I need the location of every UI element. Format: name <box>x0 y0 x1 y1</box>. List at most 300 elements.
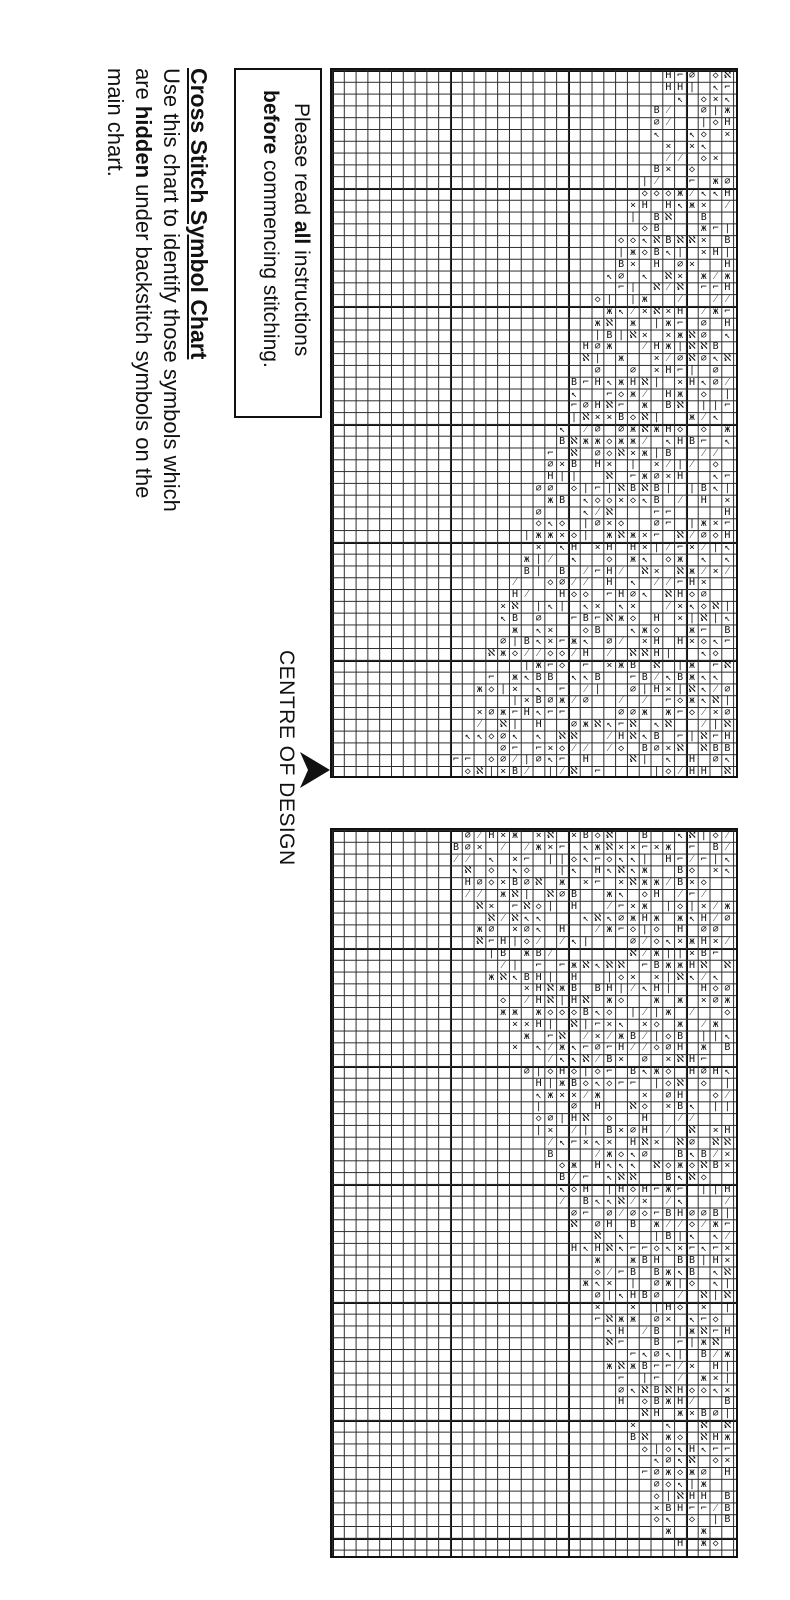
stitch-symbol: × <box>641 542 648 553</box>
stitch-symbol: H <box>677 1042 684 1054</box>
stitch-symbol: ж <box>700 1526 707 1538</box>
stitch-symbol: | <box>535 1066 542 1077</box>
stitch-symbol: ⁄ <box>667 1125 670 1136</box>
stitch-symbol: ⌐ <box>700 1313 707 1325</box>
stitch-symbol: H <box>488 830 495 841</box>
stitch-symbol: ◇ <box>653 1018 660 1030</box>
stitch-symbol: ↖ <box>677 1455 684 1467</box>
stitch-symbol: ⌐ <box>594 612 601 624</box>
stitch-symbol: ↖ <box>535 924 542 936</box>
stitch-symbol: H <box>677 1384 684 1396</box>
stitch-symbol: | <box>700 1030 707 1042</box>
stitch-symbol: ж <box>724 1431 731 1443</box>
stitch-symbol: ∅ <box>677 258 684 270</box>
stitch-symbol: B <box>677 877 684 889</box>
stitch-symbol: ↖ <box>559 1184 566 1195</box>
stitch-symbol: × <box>511 924 519 936</box>
stitch-symbol: B <box>629 1431 637 1443</box>
stitch-symbol: ж <box>629 912 637 924</box>
stitch-symbol: × <box>712 93 719 105</box>
stitch-symbol: ∅ <box>688 1207 696 1219</box>
stitch-symbol: ∅ <box>700 1066 707 1077</box>
stitch-symbol: H <box>665 365 672 376</box>
stitch-symbol: | <box>547 853 554 865</box>
stitch-symbol: ж <box>724 900 731 912</box>
stitch-symbol: × <box>511 853 519 865</box>
stitch-symbol: B <box>500 948 507 959</box>
stitch-symbol: ⌐ <box>629 1349 637 1361</box>
stitch-symbol: ↖ <box>700 1243 707 1254</box>
stitch-symbol: ж <box>629 1254 637 1266</box>
stitch-symbol: ж <box>511 830 519 841</box>
stitch-symbol: B <box>641 1361 648 1372</box>
stitch-symbol: B <box>724 1042 731 1054</box>
stitch-symbol: ℵ <box>546 830 555 841</box>
stitch-symbol: ℵ <box>605 317 614 329</box>
stitch-symbol: | <box>535 1101 542 1113</box>
stitch-symbol: ◇ <box>665 1443 672 1455</box>
stitch-symbol: ⁄ <box>620 636 623 648</box>
stitch-symbol: ⁄ <box>702 1219 705 1231</box>
stitch-symbol: B <box>653 730 660 742</box>
stitch-symbol: ж <box>688 695 696 707</box>
stitch-symbol: ⌐ <box>641 1243 648 1254</box>
stitch-symbol: ⁄ <box>584 577 587 589</box>
stitch-symbol: ∅ <box>618 270 625 282</box>
stitch-symbol: ℵ <box>676 282 684 294</box>
stitch-symbol: B <box>724 1502 731 1514</box>
stitch-symbol: ⌐ <box>677 1184 684 1195</box>
stitch-symbol: ⁄ <box>714 1349 717 1361</box>
stitch-symbol: × <box>724 1455 731 1467</box>
stitch-symbol: × <box>641 1195 648 1207</box>
stitch-symbol: × <box>629 447 637 459</box>
stitch-symbol: ж <box>629 530 637 542</box>
stitch-symbol: × <box>677 1243 684 1254</box>
stitch-symbol: ж <box>523 553 530 565</box>
stitch-symbol: ◇ <box>629 412 637 424</box>
stitch-symbol: ⁄ <box>714 270 717 282</box>
stitch-symbol: × <box>688 140 696 152</box>
stitch-symbol: ↖ <box>665 1420 672 1431</box>
stitch-symbol: ↖ <box>535 683 542 695</box>
stitch-symbol: ◇ <box>688 1514 696 1526</box>
stitch-symbol: H <box>688 1490 696 1502</box>
stitch-symbol: ⌐ <box>665 695 672 707</box>
stitch-symbol: B <box>665 1502 672 1514</box>
stitch-symbol: ⌐ <box>582 376 589 388</box>
stitch-symbol: ◇ <box>488 877 495 889</box>
stitch-symbol: ℵ <box>641 565 649 577</box>
stitch-symbol: ◇ <box>700 152 707 164</box>
stitch-symbol: ⁄ <box>525 995 528 1007</box>
stitch-symbol: × <box>724 1243 731 1254</box>
stitch-symbol: ∅ <box>535 612 542 624</box>
stitch-symbol: ↖ <box>641 270 648 282</box>
stitch-symbol: ℵ <box>676 400 684 412</box>
stitch-symbol: ◇ <box>641 247 648 258</box>
stitch-symbol: ◇ <box>629 235 637 247</box>
stitch-symbol: ℵ <box>629 754 637 766</box>
stitch-symbol: ℵ <box>605 471 614 483</box>
stitch-symbol: H <box>724 1467 731 1479</box>
stitch-symbol: | <box>594 353 601 365</box>
stitch-symbol: ∅ <box>712 365 719 376</box>
stitch-symbol: ↖ <box>724 542 731 553</box>
stitch-symbol: ◇ <box>535 518 542 530</box>
stitch-symbol: ↖ <box>712 1266 719 1278</box>
stitch-symbol: | <box>523 530 530 542</box>
stitch-symbol: ⁄ <box>691 1113 693 1125</box>
stitch-symbol: ⌐ <box>464 754 471 766</box>
stitch-symbol: H <box>582 648 589 660</box>
stitch-symbol: ⁄ <box>667 282 670 294</box>
stitch-symbol: ж <box>653 912 660 924</box>
stitch-symbol: ж <box>606 1148 613 1160</box>
stitch-symbol: ⁄ <box>714 1502 717 1514</box>
stitch-symbol: ↖ <box>547 754 554 766</box>
stitch-symbol: ∅ <box>523 924 530 936</box>
stitch-symbol: ↖ <box>665 754 672 766</box>
stitch-symbol: ◇ <box>641 1207 648 1219</box>
stitch-symbol: ⌐ <box>606 388 613 400</box>
stitch-symbol: ж <box>665 1526 672 1538</box>
stitch-symbol: | <box>629 282 637 294</box>
stitch-symbol: ⌐ <box>677 70 684 81</box>
stitch-symbol: ℵ <box>629 730 637 742</box>
stitch-symbol: × <box>547 742 554 754</box>
stitch-symbol: ∅ <box>629 936 637 948</box>
stitch-symbol: ⌐ <box>724 81 731 93</box>
stitch-symbol: ↖ <box>712 353 719 365</box>
stitch-symbol: ⌐ <box>677 577 684 589</box>
stitch-symbol: ↖ <box>700 376 707 388</box>
stitch-symbol: | <box>724 1408 731 1420</box>
stitch-symbol: ↖ <box>476 730 483 742</box>
stitch-symbol: ∅ <box>618 707 625 719</box>
stitch-symbol: ◇ <box>618 235 625 247</box>
stitch-symbol: ◇ <box>488 683 495 695</box>
stitch-symbol: ℵ <box>534 877 543 889</box>
stitch-symbol: | <box>712 1290 719 1302</box>
stitch-symbol: H <box>582 341 589 353</box>
stitch-symbol: ж <box>500 648 507 660</box>
stitch-symbol: ⌐ <box>594 853 601 865</box>
stitch-symbol: × <box>677 376 684 388</box>
stitch-symbol: ℵ <box>582 353 590 365</box>
stitch-symbol: | <box>653 1007 660 1018</box>
stitch-symbol: ∅ <box>629 589 637 601</box>
stitch-symbol: × <box>712 865 719 877</box>
stitch-symbol: ⁄ <box>643 341 646 353</box>
stitch-symbol: ℵ <box>664 589 673 601</box>
stitch-symbol: ℵ <box>723 766 732 778</box>
stitch-symbol: | <box>559 865 566 877</box>
stitch-symbol: B <box>712 1160 719 1172</box>
stitch-symbol: ◇ <box>641 223 648 235</box>
stitch-symbol: ◇ <box>488 865 495 877</box>
stitch-symbol: ◇ <box>535 1113 542 1125</box>
stitch-symbol: × <box>700 995 707 1007</box>
stitch-symbol: × <box>653 1136 660 1148</box>
stitch-symbol: × <box>665 471 672 483</box>
stitch-symbol: ℵ <box>723 1420 732 1431</box>
stitch-symbol: H <box>606 983 613 995</box>
stitch-symbol: ⌐ <box>677 317 684 329</box>
stitch-symbol: H <box>724 317 731 329</box>
stitch-symbol: | <box>688 900 696 912</box>
stitch-symbol: ⌐ <box>724 471 731 483</box>
stitch-symbol: ⌐ <box>488 936 495 948</box>
stitch-symbol: ⁄ <box>596 1148 599 1160</box>
stitch-symbol: | <box>641 176 648 188</box>
stitch-symbol: ↖ <box>535 1042 542 1054</box>
stitch-symbol: H <box>629 542 637 553</box>
stitch-symbol: ↖ <box>641 235 648 247</box>
stitch-symbol: H <box>582 1184 589 1195</box>
stitch-symbol: ℵ <box>700 742 708 754</box>
stitch-symbol: ⁄ <box>632 306 634 317</box>
stitch-symbol: ℵ <box>570 730 578 742</box>
stitch-symbol: | <box>665 483 672 494</box>
stitch-symbol: ℵ <box>641 1136 649 1148</box>
stitch-symbol: ⁄ <box>726 294 729 306</box>
stitch-symbol: ж <box>582 1278 589 1290</box>
stitch-symbol: H <box>618 730 625 742</box>
stitch-symbol: H <box>712 247 719 258</box>
stitch-symbol: ◇ <box>618 742 625 754</box>
stitch-symbol: ж <box>606 1361 613 1372</box>
stitch-symbol: | <box>488 766 495 778</box>
stitch-symbol: ∅ <box>712 754 719 766</box>
stitch-symbol: H <box>677 435 684 447</box>
stitch-symbol: ⌐ <box>618 900 625 912</box>
stitch-symbol: B <box>594 671 601 683</box>
stitch-symbol: ℵ <box>676 1490 684 1502</box>
stitch-symbol: ℵ <box>652 660 661 671</box>
stitch-symbol: ℵ <box>582 959 590 971</box>
stitch-symbol: ◇ <box>653 924 660 936</box>
stitch-symbol: | <box>688 1479 696 1490</box>
stitch-symbol: H <box>724 282 731 294</box>
stitch-symbol: ⁄ <box>632 1195 634 1207</box>
stitch-symbol: ∅ <box>547 483 554 494</box>
stitch-symbol: ↖ <box>724 853 731 865</box>
stitch-symbol: ↖ <box>677 1443 684 1455</box>
stitch-symbol: H <box>653 1408 660 1420</box>
stitch-symbol: ↖ <box>594 1278 601 1290</box>
stitch-symbol: ℵ <box>605 830 614 841</box>
stitch-symbol: × <box>500 766 507 778</box>
stitch-symbol: B <box>700 211 707 223</box>
stitch-symbol: ◇ <box>547 1007 554 1018</box>
stitch-symbol: ∅ <box>724 707 731 719</box>
stitch-symbol: × <box>712 565 719 577</box>
notice-line-1: Please read all instructions <box>290 103 313 357</box>
stitch-symbol: ж <box>500 889 507 900</box>
stitch-symbol: ◇ <box>618 1148 625 1160</box>
stitch-symbol: ж <box>535 660 542 671</box>
stitch-symbol: ∅ <box>594 365 601 376</box>
stitch-symbol: H <box>547 471 554 483</box>
stitch-symbol: ⌐ <box>594 766 601 778</box>
stitch-symbol: ∅ <box>653 1349 660 1361</box>
stitch-symbol: ж <box>688 199 696 211</box>
stitch-symbol: ↖ <box>712 971 719 983</box>
stitch-symbol: ℵ <box>688 235 696 247</box>
stitch-symbol: H <box>594 376 601 388</box>
stitch-symbol: ⌐ <box>618 1372 625 1384</box>
stitch-symbol: ∅ <box>570 1101 578 1113</box>
stitch-symbol: ж <box>712 306 719 317</box>
stitch-symbol: B <box>688 1254 696 1266</box>
stitch-symbol: | <box>724 223 731 235</box>
stitch-symbol: | <box>677 660 684 671</box>
stitch-symbol: ◇ <box>688 1160 696 1172</box>
stitch-symbol: ↖ <box>629 1160 637 1172</box>
stitch-symbol: ↖ <box>688 601 696 612</box>
stitch-symbol: ◇ <box>594 494 601 506</box>
stitch-symbol: | <box>559 853 566 865</box>
stitch-symbol: | <box>594 683 601 695</box>
stitch-symbol: | <box>724 1278 731 1290</box>
stitch-symbol: ⌐ <box>641 1467 648 1479</box>
stitch-symbol: × <box>641 636 648 648</box>
stitch-symbol: ⌐ <box>559 754 566 766</box>
stitch-symbol: H <box>594 1101 601 1113</box>
stitch-symbol: ∅ <box>523 877 530 889</box>
stitch-symbol: H <box>641 912 648 924</box>
stitch-symbol: ж <box>688 671 696 683</box>
stitch-symbol: ж <box>606 530 613 542</box>
stitch-symbol: ℵ <box>652 1160 661 1172</box>
stitch-symbol: ℵ <box>487 648 496 660</box>
stitch-symbol: × <box>641 306 648 317</box>
stitch-symbol: ⁄ <box>726 936 729 948</box>
stitch-symbol: ◇ <box>594 1266 601 1278</box>
stitch-symbol: ℵ <box>629 1172 637 1184</box>
stitch-symbol: ⁄ <box>726 376 729 388</box>
stitch-symbol: × <box>665 164 672 176</box>
stitch-symbol: ↖ <box>570 936 578 948</box>
stitch-symbol: ⁄ <box>549 553 552 565</box>
stitch-symbol: ↖ <box>712 1278 719 1290</box>
stitch-symbol: ◇ <box>641 1396 648 1408</box>
stitch-symbol: | <box>653 447 660 459</box>
stitch-symbol: ж <box>700 1538 707 1549</box>
stitch-symbol: ⌐ <box>547 660 554 671</box>
stitch-symbol: | <box>535 553 542 565</box>
stitch-symbol: ⁄ <box>702 412 705 424</box>
stitch-symbol: ↖ <box>665 1349 672 1361</box>
stitch-symbol: ⁄ <box>573 742 575 754</box>
stitch-symbol: ◇ <box>570 853 578 865</box>
stitch-symbol: ⁄ <box>679 1290 682 1302</box>
stitch-symbol: ↖ <box>712 412 719 424</box>
stitch-symbol: ↖ <box>665 671 672 683</box>
stitch-symbol: | <box>712 612 719 624</box>
stitch-symbol: ℵ <box>688 1172 696 1184</box>
stitch-symbol: × <box>618 1125 625 1136</box>
stitch-symbol: ◇ <box>665 766 672 778</box>
stitch-symbol: ◇ <box>594 830 601 841</box>
stitch-symbol: B <box>653 1266 660 1278</box>
stitch-symbol: ↖ <box>570 671 578 683</box>
stitch-symbol: B <box>653 247 660 258</box>
stitch-symbol: ж <box>653 1066 660 1077</box>
stitch-symbol: ж <box>559 1042 566 1054</box>
stitch-symbol: ℵ <box>641 483 649 494</box>
stitch-symbol: ⌐ <box>582 660 589 671</box>
stitch-symbol: ↖ <box>700 695 707 707</box>
stitch-symbol: ⌐ <box>511 707 519 719</box>
stitch-symbol: ℵ <box>652 282 661 294</box>
stitch-symbol: ◇ <box>582 589 589 601</box>
stitch-symbol: ⌐ <box>570 400 578 412</box>
stitch-symbol: ∅ <box>653 117 660 129</box>
stitch-symbol: | <box>653 317 660 329</box>
stitch-symbol: ж <box>535 1007 542 1018</box>
stitch-symbol: ℵ <box>629 719 637 730</box>
stitch-symbol: ℵ <box>652 306 661 317</box>
stitch-symbol: ж <box>629 1361 637 1372</box>
stitch-symbol: ↖ <box>535 624 542 636</box>
stitch-symbol: | <box>700 1254 707 1266</box>
stitch-symbol: B <box>511 766 519 778</box>
stitch-symbol: ◇ <box>606 1113 613 1125</box>
stitch-symbol: ↖ <box>464 730 471 742</box>
stitch-symbol: B <box>523 565 530 577</box>
stitch-symbol: ↖ <box>712 1231 719 1243</box>
stitch-symbol: × <box>476 707 483 719</box>
stitch-symbol: H <box>688 1443 696 1455</box>
stitch-symbol: H <box>712 1254 719 1266</box>
stitch-symbol: H <box>570 971 578 983</box>
stitch-symbol: ж <box>570 636 578 648</box>
stitch-symbol: B <box>677 671 684 683</box>
stitch-symbol: ◇ <box>712 70 719 81</box>
stitch-symbol: ⌐ <box>559 683 566 695</box>
stitch-symbol: ◇ <box>665 1160 672 1172</box>
stitch-symbol: H <box>677 306 684 317</box>
stitch-symbol: ⌐ <box>559 707 566 719</box>
stitch-symbol: B <box>653 223 660 235</box>
stitch-symbol: ⌐ <box>653 1361 660 1372</box>
stitch-symbol: ⁄ <box>691 853 693 865</box>
stitch-symbol: ⁄ <box>655 671 658 683</box>
stitch-symbol: ↖ <box>547 518 554 530</box>
stitch-symbol: | <box>582 1125 589 1136</box>
stitch-symbol: | <box>488 948 495 959</box>
stitch-symbol: ◇ <box>535 900 542 912</box>
stitch-symbol: | <box>606 971 613 983</box>
stitch-symbol: B <box>712 742 719 754</box>
stitch-symbol: ж <box>618 353 625 365</box>
stitch-symbol: ◇ <box>559 1007 566 1018</box>
stitch-symbol: ⁄ <box>667 542 670 553</box>
stitch-symbol: ℵ <box>652 235 661 247</box>
stitch-symbol: ↖ <box>724 754 731 766</box>
stitch-symbol: ◇ <box>488 730 495 742</box>
stitch-symbol: B <box>700 483 707 494</box>
stitch-symbol: | <box>688 730 696 742</box>
stitch-symbol: ↖ <box>641 553 648 565</box>
stitch-symbol: ◇ <box>559 1160 566 1172</box>
stitch-symbol: ж <box>653 1219 660 1231</box>
stitch-symbol: B <box>582 612 589 624</box>
stitch-symbol: ◇ <box>665 1077 672 1089</box>
stitch-symbol: ↖ <box>641 589 648 601</box>
